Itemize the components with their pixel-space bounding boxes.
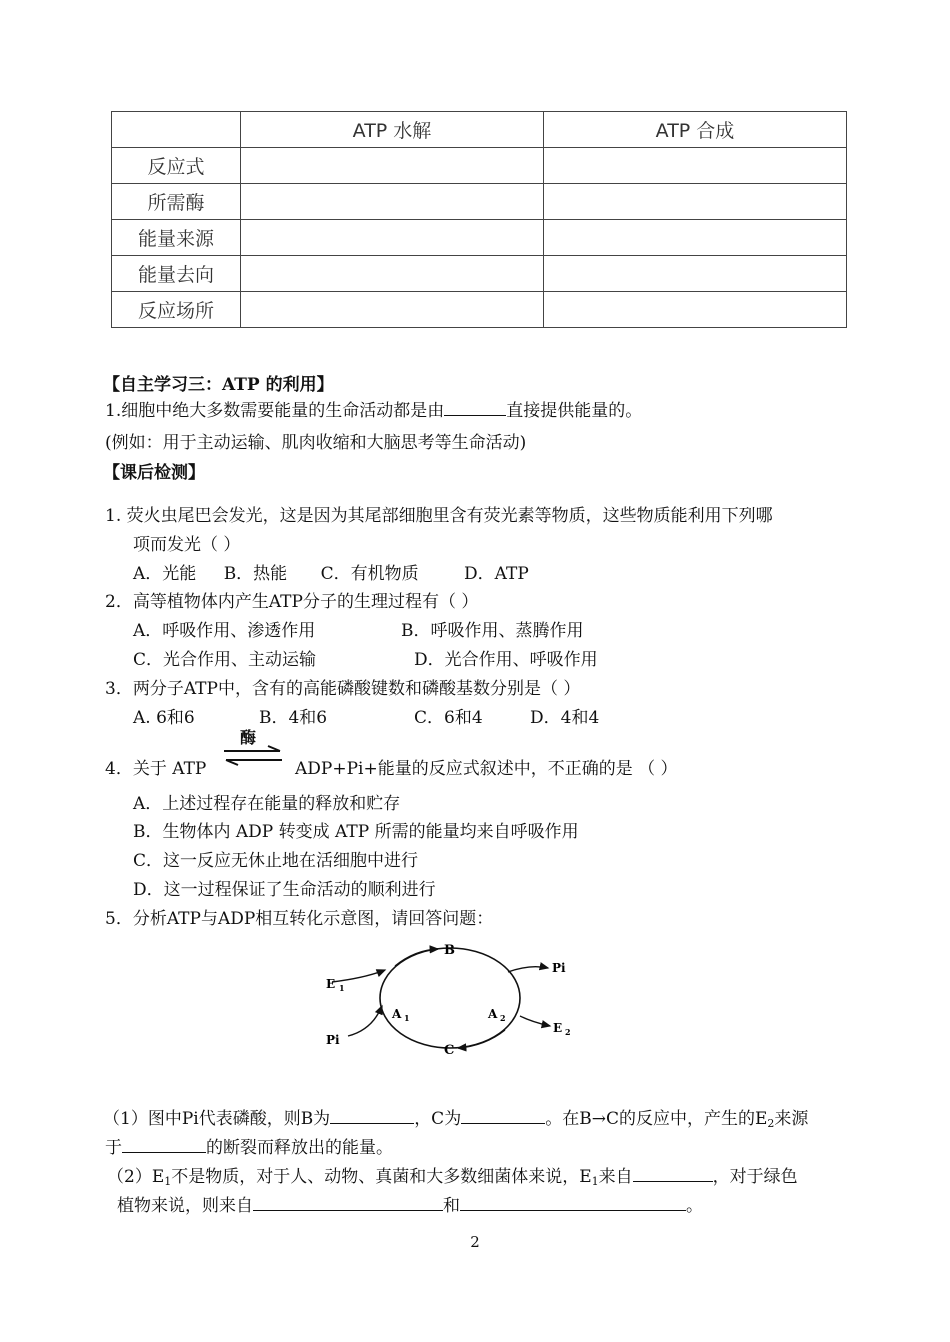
table-cell[interactable] (241, 148, 544, 184)
table-cell[interactable] (241, 256, 544, 292)
table-cell[interactable] (544, 292, 847, 328)
label-c: C (444, 1043, 455, 1058)
label-a1: A (392, 1007, 402, 1021)
question-text: ，对于绿色 (712, 1167, 798, 1187)
arrow-to-b (395, 949, 438, 966)
question-text: 。 (686, 1196, 703, 1216)
page-number: 2 (470, 1233, 480, 1251)
question-1: 1. 荧火虫尾巴会发光，这是因为其尾部细胞里含有荧光素等物质，这些物质能利用下列哪 (105, 506, 773, 526)
question-5-1 (103, 1104, 808, 1130)
question-text: 不是物质，对于人、动物、真菌和大多数细菌体来说，E (171, 1167, 592, 1187)
table-header-cell: ATP 水解 (241, 112, 544, 148)
answer-blank[interactable] (460, 1194, 686, 1211)
label-a2-sub: 2 (500, 1013, 506, 1023)
question-text: （2）E (107, 1167, 165, 1187)
question-text: 于 (105, 1138, 122, 1158)
table-cell[interactable] (544, 184, 847, 220)
table-header-cell: ATP 合成 (544, 112, 847, 148)
label-e2: E (553, 1021, 563, 1035)
option[interactable]: C．光合作用、主动运输 (133, 650, 317, 670)
question-1-cont: 项而发光（ ） (133, 535, 241, 555)
answer-blank[interactable] (253, 1194, 443, 1211)
example-note: (例如：用于主动运输、肌肉收缩和大脑思考等生命活动) (105, 433, 527, 453)
row-label: 能量来源 (112, 220, 241, 256)
answer-blank[interactable] (461, 1107, 545, 1124)
cycle-ellipse (380, 948, 520, 1048)
table-cell[interactable] (241, 220, 544, 256)
atp-comparison-table (111, 111, 847, 328)
row-label: 反应式 (112, 148, 241, 184)
question-text: 来自 (598, 1167, 633, 1187)
question-3: 3．两分子ATP中，含有的高能磷酸键数和磷酸基数分别是（ ） (105, 679, 581, 699)
question-text: 来源 (774, 1109, 809, 1129)
enzyme-label: 酶 (240, 728, 257, 747)
atp-adp-cycle-diagram (320, 938, 580, 1058)
question-text: 1.细胞中绝大多数需要能量的生命活动都是由 (105, 401, 445, 421)
table-cell[interactable] (544, 220, 847, 256)
option[interactable]: A．光能 (133, 564, 197, 584)
reversible-arrow-icon (222, 745, 284, 767)
question-5: 5．分析ATP与ADP相互转化示意图，请回答问题： (105, 909, 494, 929)
question-text: ，C为 (414, 1109, 462, 1129)
question-text: 直接提供能量的。 (506, 401, 643, 421)
table-cell[interactable] (544, 256, 847, 292)
subscript: 2 (767, 1117, 775, 1130)
option[interactable]: A．上述过程存在能量的释放和贮存 (133, 794, 401, 814)
option[interactable]: D．这一过程保证了生命活动的顺利进行 (133, 880, 436, 900)
answer-blank[interactable] (633, 1165, 713, 1182)
option[interactable]: D．ATP (464, 564, 529, 584)
label-e2-sub: 2 (565, 1027, 571, 1037)
row-label: 反应场所 (112, 292, 241, 328)
table-row (112, 148, 847, 184)
option[interactable]: B．4和6 (259, 708, 328, 728)
row-label: 所需酶 (112, 184, 241, 220)
label-b: B (444, 943, 455, 958)
option[interactable]: D．光合作用、呼吸作用 (414, 650, 598, 670)
option[interactable]: A．呼吸作用、渗透作用 (133, 621, 316, 641)
arrow-e2 (520, 1016, 550, 1026)
answer-blank[interactable] (330, 1107, 414, 1124)
question-4-prefix: 4．关于 ATP (105, 759, 207, 779)
label-a1-sub: 1 (404, 1013, 410, 1023)
table-row (112, 184, 847, 220)
question-text: 和 (443, 1196, 460, 1216)
row-label: 能量去向 (112, 256, 241, 292)
table-row (112, 220, 847, 256)
subscript: 1 (164, 1175, 172, 1188)
table-cell[interactable] (544, 148, 847, 184)
option[interactable]: B．呼吸作用、蒸腾作用 (401, 621, 584, 641)
question-5-1-cont (105, 1133, 393, 1158)
section-title-after-class: 【课后检测】 (103, 463, 205, 483)
table-header-cell (112, 112, 241, 148)
option[interactable]: B．生物体内 ADP 转变成 ATP 所需的能量均来自呼吸作用 (133, 822, 579, 842)
label-e1-sub: 1 (339, 983, 345, 993)
option[interactable]: C．有机物质 (320, 564, 419, 584)
question-text: （1）图中Pi代表磷酸，则B为 (103, 1109, 331, 1129)
label-e1: E (326, 977, 336, 991)
arrow-e1 (332, 970, 385, 982)
option[interactable]: C．6和4 (414, 708, 483, 728)
option[interactable]: B．热能 (223, 564, 288, 584)
arrow-to-c (458, 1030, 505, 1048)
answer-blank[interactable] (444, 399, 506, 416)
question-line (105, 396, 642, 421)
table-cell[interactable] (241, 184, 544, 220)
subscript: 1 (591, 1175, 599, 1188)
question-text: 植物来说，则来自 (117, 1196, 253, 1216)
table-row (112, 292, 847, 328)
question-2: 2．高等植物体内产生ATP分子的生理过程有（ ） (105, 592, 479, 612)
table-row (112, 256, 847, 292)
question-4-suffix: ADP+Pi+能量的反应式叙述中，不正确的是 （ ） (295, 759, 678, 779)
question-text: 。在B→C的反应中，产生的E (545, 1109, 768, 1129)
arrow-pi-in (348, 1006, 382, 1036)
option[interactable]: C．这一反应无休止地在活细胞中进行 (133, 851, 419, 871)
question-text: 的断裂而释放出的能量。 (206, 1138, 393, 1158)
label-a2: A (488, 1007, 498, 1021)
answer-blank[interactable] (122, 1136, 206, 1153)
question-5-2-cont (117, 1191, 703, 1216)
option-row (133, 559, 529, 584)
label-pi-right: Pi (552, 961, 566, 975)
section-title-atp-use: 【自主学习三：ATP 的利用】 (103, 375, 334, 395)
table-cell[interactable] (241, 292, 544, 328)
table-header-row (112, 112, 847, 148)
label-pi-left: Pi (326, 1033, 340, 1047)
arrow-pi-out (508, 967, 548, 972)
option[interactable]: A. 6和6 (133, 708, 195, 728)
question-5-2 (107, 1162, 798, 1188)
option[interactable]: D．4和4 (530, 708, 600, 728)
